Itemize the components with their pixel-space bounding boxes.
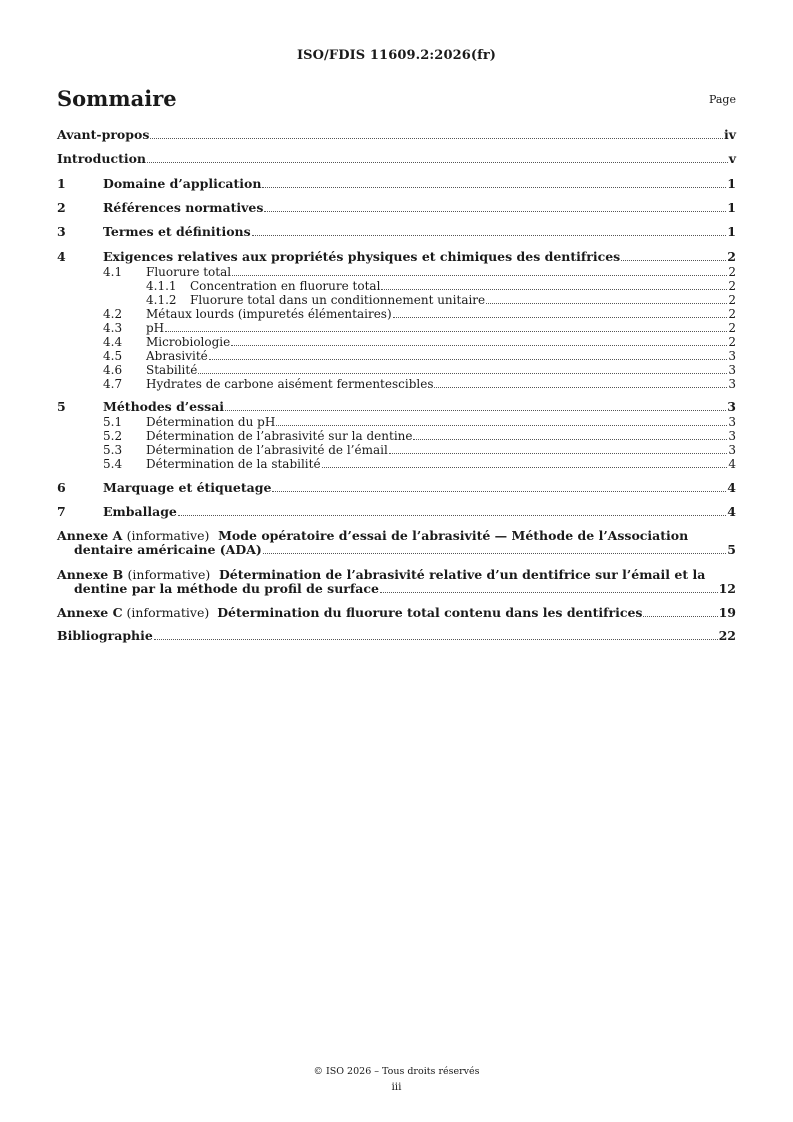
toc-entry-number: 4.5: [103, 349, 123, 363]
toc-entry-title: Détermination de l’abrasivité de l’émail: [146, 443, 388, 457]
annex-title-line1: Mode opératoire d’essai de l’abrasivité — Méthode de l’Association: [218, 528, 689, 543]
toc-entry-title: Détermination de l’abrasivité sur la dentine: [146, 429, 413, 443]
toc-entry-title: Emballage: [103, 504, 177, 519]
toc-entry-number: 3: [57, 224, 66, 239]
toc-entry-title: Détermination de la stabilité: [146, 457, 321, 471]
toc-entry-page: v: [728, 151, 736, 166]
toc-entry-page: 3: [728, 443, 736, 457]
annex-heading: [57, 529, 736, 543]
toc-entry-section-5-4[interactable]: [57, 457, 736, 471]
leader-dots: [165, 331, 727, 332]
leader-dots: [209, 359, 728, 360]
leader-dots: [252, 235, 727, 236]
toc-entry-page: 2: [728, 265, 736, 279]
leader-dots: [380, 592, 718, 593]
toc-entry-page: 4: [727, 480, 736, 495]
toc-entry-page: 2: [728, 293, 736, 307]
leader-dots: [389, 453, 728, 454]
toc-entry-number: 4.1: [103, 265, 123, 279]
toc-entry-section-4-4[interactable]: [57, 335, 736, 349]
leader-dots: [262, 187, 726, 188]
leader-dots: [276, 425, 727, 426]
leader-dots: [322, 467, 728, 468]
toc-entry-number: 5.2: [103, 429, 123, 443]
toc-entry-page: 22: [718, 628, 736, 643]
toc-entry-section-4-5[interactable]: [57, 349, 736, 363]
toc-entry-number: 6: [57, 480, 66, 495]
toc-entry-section-4-7[interactable]: [57, 377, 736, 391]
toc-entry-title: Abrasivité: [146, 349, 208, 363]
toc-entry-annex-c[interactable]: [57, 606, 736, 620]
toc-entry-title: Références normatives: [103, 200, 264, 215]
toc-entry-number: 2: [57, 200, 66, 215]
toc-entry-section-4-2[interactable]: [57, 307, 736, 321]
annex-label: Annexe C: [57, 605, 123, 620]
toc-entry-number: 4: [57, 249, 66, 264]
toc-entry-page: 1: [727, 176, 736, 191]
toc-entry-title: Méthodes d’essai: [103, 399, 225, 414]
toc-title: Sommaire: [57, 86, 177, 111]
toc-entry-title: Hydrates de carbone aisément fermentescibles: [146, 377, 434, 391]
toc-entry-number: 4.2: [103, 307, 123, 321]
toc-entry-number: 5: [57, 399, 66, 414]
toc-entry-annex-b[interactable]: [57, 568, 736, 596]
toc-entry-number: 1: [57, 176, 66, 191]
toc-entry-section-5-3[interactable]: [57, 443, 736, 457]
leader-dots: [150, 138, 723, 139]
toc-entry-page: 2: [728, 335, 736, 349]
toc-entry-introduction[interactable]: [57, 152, 736, 166]
toc-entry-page: 4: [727, 504, 736, 519]
toc-entry-title: Termes et définitions: [103, 224, 251, 239]
leader-dots: [486, 303, 727, 304]
toc-entry-title: Microbiologie: [146, 335, 231, 349]
annex-title-line1: Détermination du fluorure total contenu dans les dentifrices: [217, 605, 643, 620]
toc-entry-page: 2: [728, 279, 736, 293]
annex-title-line2: dentaire américaine (ADA): [74, 542, 262, 557]
annex-kind: (informative): [127, 567, 211, 582]
toc-entry-title: Avant-propos: [57, 127, 150, 142]
page-column-label: Page: [708, 93, 736, 106]
toc-entry-section-1[interactable]: [57, 177, 736, 191]
toc-entry-title: Métaux lourds (impuretés élémentaires): [146, 307, 392, 321]
leader-dots: [381, 289, 727, 290]
leader-dots: [434, 387, 727, 388]
toc-entry-title: Stabilité: [146, 363, 198, 377]
toc-entry-page: 1: [727, 200, 736, 215]
toc-entry-foreword[interactable]: [57, 128, 736, 142]
toc-entry-section-4[interactable]: [57, 250, 736, 264]
toc-entry-number: 4.1.1: [146, 279, 177, 293]
leader-dots: [154, 639, 718, 640]
toc-entry-section-4-6[interactable]: [57, 363, 736, 377]
toc-entry-page: 3: [728, 415, 736, 429]
leader-dots: [147, 162, 728, 163]
toc-entry-title: Marquage et étiquetage: [103, 480, 272, 495]
toc-entry-page: 5: [727, 542, 736, 557]
toc-entry-title: Domaine d’application: [103, 176, 262, 191]
toc-entry-section-5[interactable]: [57, 400, 736, 414]
toc-entry-page: 3: [728, 349, 736, 363]
toc-entry-section-5-2[interactable]: [57, 429, 736, 443]
annex-continuation: [57, 582, 736, 596]
toc-entry-number: 4.7: [103, 377, 123, 391]
toc-entry-page: 2: [727, 249, 736, 264]
footer-page-number: iii: [391, 1081, 402, 1093]
toc-entry-page: 3: [728, 377, 736, 391]
toc-entry-number: 4.1.2: [146, 293, 177, 307]
toc-entry-page: 3: [728, 363, 736, 377]
toc-entry-number: 5.4: [103, 457, 123, 471]
leader-dots: [231, 345, 727, 346]
toc-entry-title: Concentration en fluorure total: [190, 279, 381, 293]
toc-entry-number: 4.3: [103, 321, 123, 335]
annex-label: Annexe B: [57, 567, 124, 582]
toc-entry-title: Introduction: [57, 151, 147, 166]
leader-dots: [178, 515, 726, 516]
leader-dots: [264, 211, 726, 212]
toc-entry-page: 12: [718, 581, 736, 596]
toc-entry-page: 4: [728, 457, 736, 471]
toc-entry-number: 4.6: [103, 363, 123, 377]
toc-entry-section-2[interactable]: [57, 201, 736, 215]
annex-continuation: [57, 543, 736, 557]
leader-dots: [198, 373, 727, 374]
toc-entry-title: Fluorure total: [146, 265, 232, 279]
toc-entry-number: 5.1: [103, 415, 123, 429]
toc-entry-section-6[interactable]: [57, 481, 736, 495]
toc-entry-page: 1: [727, 224, 736, 239]
annex-kind: (informative): [126, 605, 210, 620]
annex-kind: (informative): [126, 528, 210, 543]
toc-entry-page: 19: [718, 605, 736, 620]
toc-entry-section-7[interactable]: [57, 505, 736, 519]
leader-dots: [643, 616, 717, 617]
annex-label: Annexe A: [57, 528, 123, 543]
toc-entry-title: Bibliographie: [57, 628, 153, 643]
annex-title-line1: Détermination de l’abrasivité relative d’un dentifrice sur l’émail et la: [218, 567, 706, 582]
toc-entry-page: 2: [728, 321, 736, 335]
toc-entry-page: 3: [727, 399, 736, 414]
toc-entry-number: 5.3: [103, 443, 123, 457]
toc-entry-number: 7: [57, 504, 66, 519]
toc-entry-bibliography[interactable]: [57, 629, 736, 643]
toc-entry-section-4-3[interactable]: [57, 321, 736, 335]
toc-entry-section-4-1-1[interactable]: [57, 279, 736, 293]
annex-title-line2: dentine par la méthode du profil de surface: [74, 581, 379, 596]
leader-dots: [621, 260, 726, 261]
leader-dots: [225, 410, 726, 411]
toc-entry-section-4-1-2[interactable]: [57, 293, 736, 307]
toc-entry-page: 2: [728, 307, 736, 321]
toc-entry-title: Détermination du pH: [146, 415, 276, 429]
leader-dots: [232, 275, 727, 276]
annex-heading: [57, 568, 736, 582]
toc-entry-section-4-1[interactable]: [57, 265, 736, 279]
toc-entry-annex-a[interactable]: [57, 529, 736, 557]
leader-dots: [272, 491, 726, 492]
toc-entry-title: Fluorure total dans un conditionnement unitaire: [190, 293, 486, 307]
leader-dots: [413, 439, 727, 440]
leader-dots: [393, 317, 728, 318]
toc-entry-title: Exigences relatives aux propriétés physiques et chimiques des dentifrices: [103, 249, 621, 264]
toc-entry-section-3[interactable]: [57, 225, 736, 239]
toc-entry-page: iv: [723, 127, 736, 142]
toc-entry-page: 3: [728, 429, 736, 443]
leader-dots: [263, 553, 726, 554]
footer-copyright: © ISO 2026 – Tous droits réservés: [313, 1066, 480, 1077]
toc-entry-number: 4.4: [103, 335, 123, 349]
toc-entry-title: pH: [146, 321, 165, 335]
toc-entry-section-5-1[interactable]: [57, 415, 736, 429]
document-id: ISO/FDIS 11609.2:2026(fr): [296, 48, 497, 63]
